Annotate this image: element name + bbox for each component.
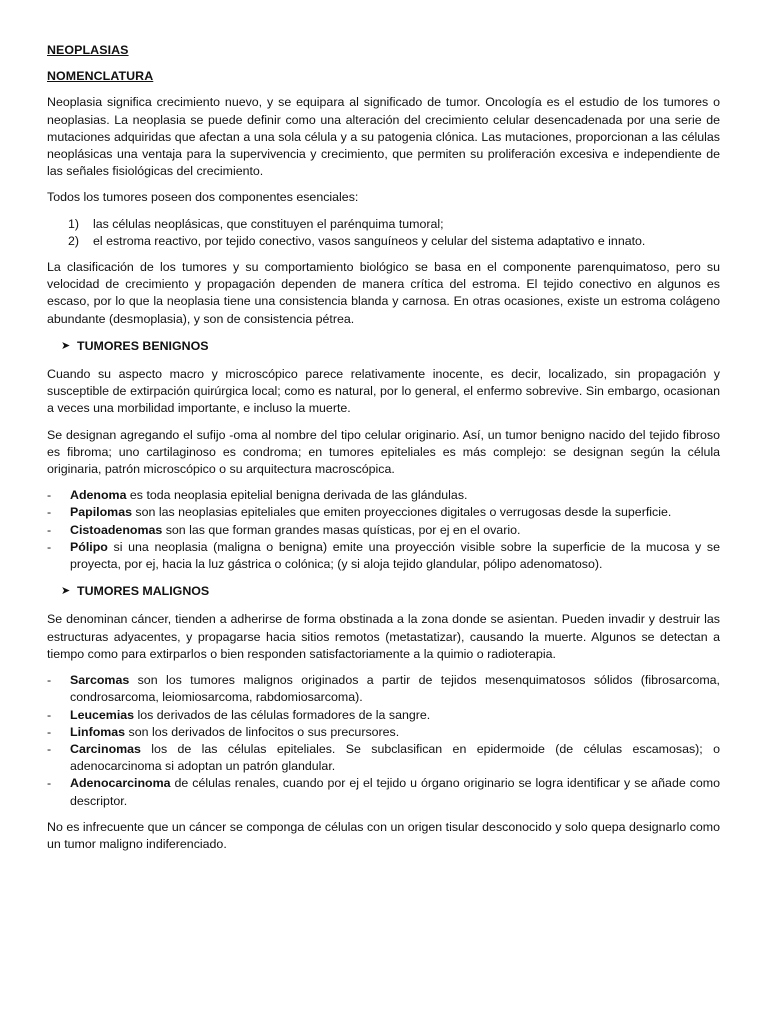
- malignant-paragraph-1: Se denominan cáncer, tienden a adherirse de forma obstinada a la zona donde se asientan. Pueden invadir y destruir las estructuras adyacentes, y propagarse hacia sitios remotos (metastatizar), causando la muerte. Algunos se detectan a tiempo como para extirparlos o bien responden satisfactoriamente a la quimio o radioterapia.: [47, 612, 720, 661]
- list-marker: 1): [68, 216, 80, 231]
- list-item: [47, 707, 720, 724]
- list-marker: 2): [68, 233, 80, 248]
- definition: son los derivados de linfocitos o sus precursores.: [125, 724, 400, 739]
- intro-paragraph: Neoplasia significa crecimiento nuevo, y se equipara al significado de tumor. Oncología es el estudio de los tumores o neoplasias. La neoplasia se puede definir como una alteración del crecimiento celular desencadenada por una serie de mutaciones adquiridas que afectan a una sola célula y a su patogenia clónica. Las mutaciones, proporcionan a las células neoplásicas una ventaja para la supervivencia y crecimiento, que permiten su proliferación excesiva e independiente de las señales fisiológicas del crecimiento.: [47, 95, 720, 179]
- definition: son los tumores malignos originados a partir de tejidos mesenquimatosos sólidos (fibrosarcoma, condrosarcoma, leiomiosarcoma, rabdomiosarcoma).: [70, 673, 720, 705]
- components-intro-paragraph: Todos los tumores poseen dos componentes esenciales:: [47, 190, 359, 205]
- list-item-text: las células neoplásicas, que constituyen el parénquima tumoral;: [93, 216, 444, 231]
- benign-types-list: [47, 487, 720, 573]
- definition: los de las células epiteliales. Se subclasifican en epidermoide (de células escamosas); o adenocarcinoma si adoptan un patrón glandular.: [70, 741, 720, 774]
- list-item-text: el estroma reactivo, por tejido conectivo, vasos sanguíneos y celular del sistema adaptativo e innato.: [93, 233, 646, 248]
- dash-bullet: -: [47, 741, 52, 756]
- term: Carcinomas: [70, 741, 141, 756]
- list-item: [47, 487, 720, 504]
- definition: son las neoplasias epiteliales que emiten proyecciones digitales o verrugosas desde la superficie.: [131, 505, 672, 520]
- term: Leucemias: [70, 707, 135, 722]
- term: Linfomas: [70, 724, 126, 739]
- dash-bullet: -: [47, 673, 52, 688]
- dash-bullet: -: [47, 776, 52, 791]
- document-title: NEOPLASIAS: [47, 43, 129, 57]
- term: Sarcomas: [70, 673, 130, 688]
- list-item: [47, 504, 720, 521]
- dash-bullet: -: [47, 522, 52, 537]
- definition: son las que forman grandes masas quísticas, por ej en el ovario.: [162, 522, 521, 537]
- section-title-benign: [47, 338, 720, 355]
- section-heading-nomenclatura: NOMENCLATURA: [47, 69, 154, 84]
- list-item: [47, 741, 720, 775]
- benign-paragraph-1: Cuando su aspecto macro y microscópico parece relativamente inocente, es decir, localizado, sin propagación y susceptible de extirpación quirúrgica local; como es natural, por lo general, el enfermo sobrevive. Sin embargo, ocasionan a veces una morbilidad importante, e incluso la muerte.: [47, 367, 720, 416]
- list-item: [47, 216, 720, 233]
- components-list: [47, 216, 720, 250]
- definition: es toda neoplasia epitelial benigna derivada de las glándulas.: [126, 488, 468, 503]
- dash-bullet: -: [47, 505, 52, 520]
- section-title-text: TUMORES MALIGNOS: [77, 584, 210, 599]
- classification-paragraph: La clasificación de los tumores y su comportamiento biológico se basa en el componente parenquimatoso, pero su velocidad de crecimiento y propagación dependen de manera crítica del estroma. El tejido conectivo en algunos es escaso, por lo que la neoplasia tiene una consistencia blanda y carnosa. En otras ocasiones, existe un estroma colágeno abundante (desmoplasia), y son de consistencia pétrea.: [47, 260, 720, 326]
- definition: si una neoplasia (maligna o benigna) emite una proyección visible sobre la superficie de la mucosa y se proyecta, por ej, hacia la luz gástrica o colónica; (y si aloja tejido glandular, pólipo adenomatoso).: [70, 539, 720, 572]
- dash-bullet: -: [47, 724, 52, 739]
- term: Cistoadenomas: [70, 522, 163, 537]
- list-item: [47, 724, 720, 741]
- dash-bullet: -: [47, 707, 52, 722]
- list-item: [47, 672, 720, 706]
- closing-paragraph: No es infrecuente que un cáncer se componga de células con un origen tisular desconocido y solo quepa designarlo como un tumor maligno indiferenciado.: [47, 819, 720, 851]
- malignant-types-list: [47, 672, 720, 810]
- dash-bullet: -: [47, 488, 52, 503]
- definition: los derivados de las células formadores de la sangre.: [134, 707, 431, 722]
- dash-bullet: -: [47, 539, 52, 554]
- arrow-bullet-icon: ➤: [61, 339, 71, 352]
- list-item: [47, 233, 720, 250]
- benign-paragraph-2: Se designan agregando el sufijo -oma al nombre del tipo celular originario. Así, un tumor benigno nacido del tejido fibroso es fibroma; uno cartilaginoso es condroma; en tumores epiteliales es más complejo: se designan según la célula originaria, patrón microscópico o su arquitectura macroscópica.: [47, 427, 720, 477]
- arrow-bullet-icon: ➤: [61, 585, 71, 598]
- list-item: [47, 522, 720, 539]
- section-title-text: TUMORES BENIGNOS: [77, 338, 209, 353]
- term: Pólipo: [70, 539, 108, 554]
- term: Papilomas: [70, 505, 132, 520]
- term: Adenocarcinoma: [70, 776, 171, 791]
- section-title-malignant: [47, 583, 720, 600]
- term: Adenoma: [70, 488, 127, 503]
- list-item: [47, 775, 720, 809]
- list-item: [47, 539, 720, 573]
- definition: de células renales, cuando por ej el tejido u órgano originario se logra identificar y se añade como descriptor.: [70, 776, 720, 808]
